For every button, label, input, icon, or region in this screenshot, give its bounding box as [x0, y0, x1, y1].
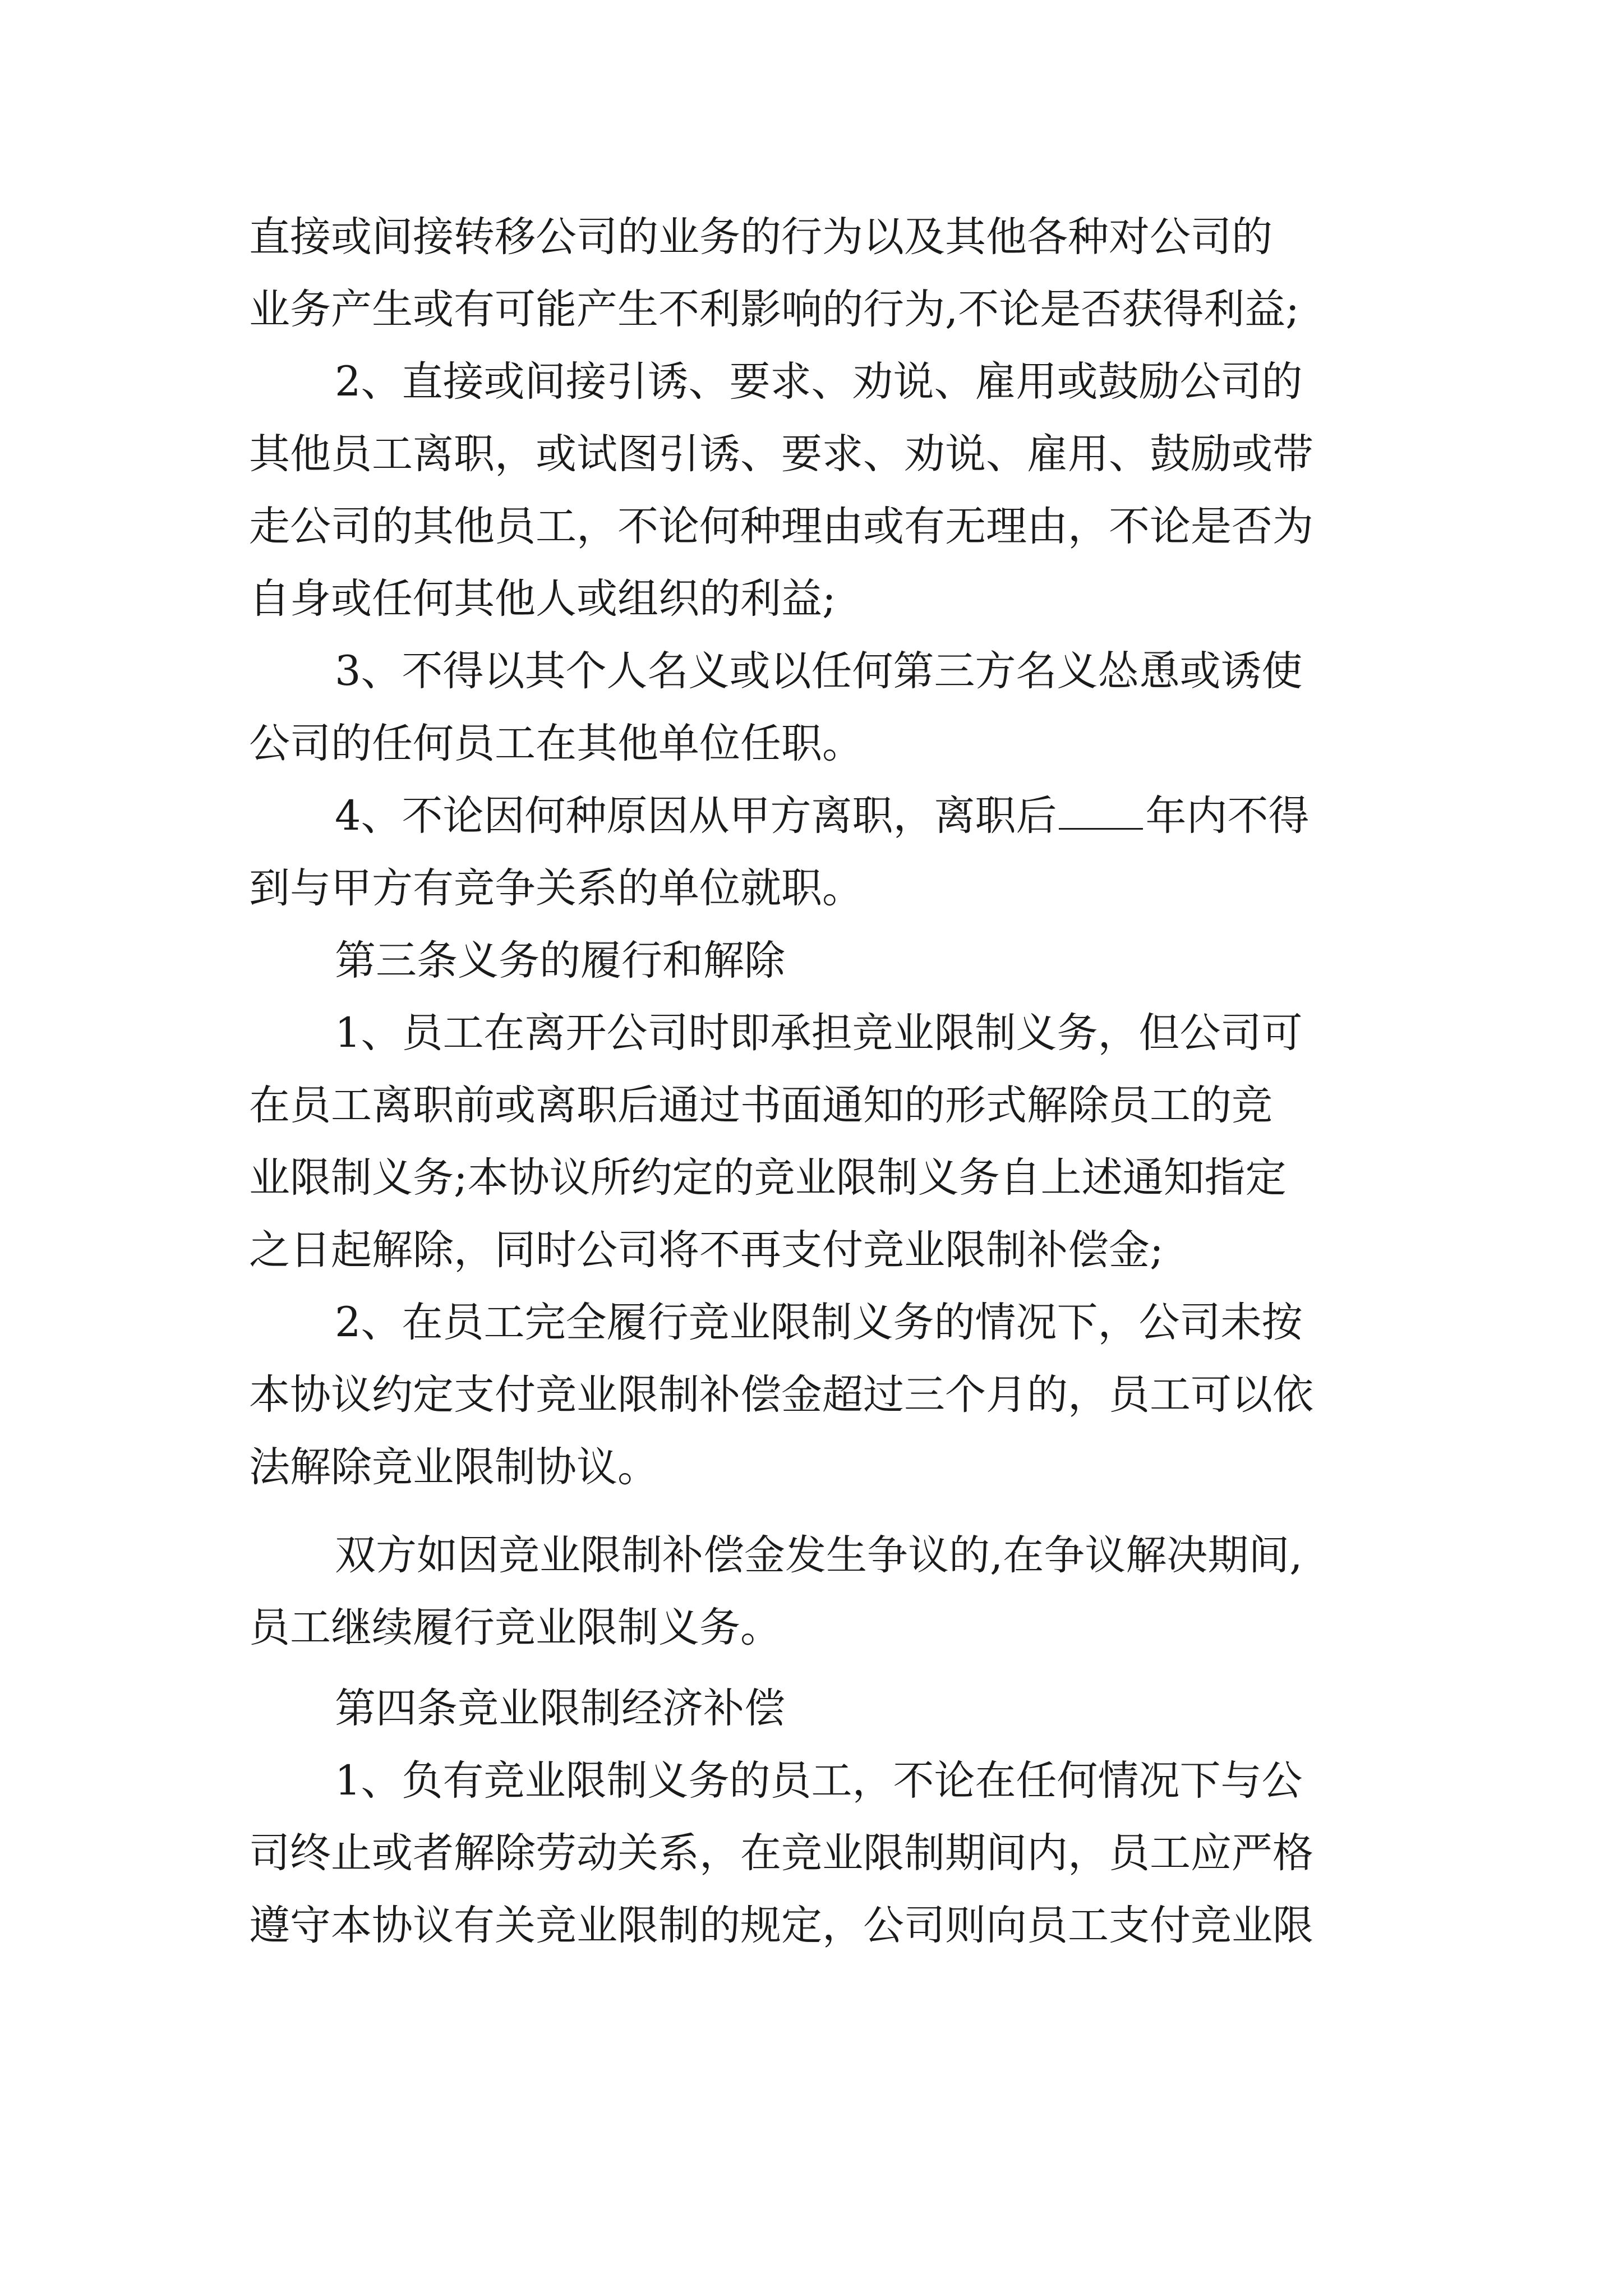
fill-in-blank [1059, 794, 1143, 830]
paragraph-line: 1、负有竞业限制义务的员工，不论在任何情况下与公 [335, 1757, 1303, 1805]
paragraph-line: 法解除竞业限制协议。 [249, 1443, 658, 1491]
line-text: 4、不论因何种原因从甲方离职，离职后 [335, 792, 1057, 840]
paragraph-line: 业务产生或有可能产生不利影响的行为,不论是否获得利益; [249, 286, 1299, 333]
paragraph-line: 本协议约定支付竞业限制补偿金超过三个月的，员工可以依 [249, 1371, 1313, 1419]
paragraph-line: 到与甲方有竞争关系的单位就职。 [249, 864, 863, 912]
paragraph-line: 遵守本协议有关竞业限制的规定，公司则向员工支付竞业限 [249, 1902, 1313, 1949]
section-heading: 第三条义务的履行和解除 [335, 937, 785, 984]
paragraph-line: 之日起解除，同时公司将不再支付竞业限制补偿金; [249, 1226, 1164, 1274]
paragraph-line: 自身或任何其他人或组织的利益; [249, 575, 836, 623]
paragraph-line: 直接或间接转移公司的业务的行为以及其他各种对公司的 [249, 213, 1272, 261]
paragraph-line: 司终止或者解除劳动关系，在竞业限制期间内，员工应严格 [249, 1829, 1313, 1877]
paragraph-line: 3、不得以其个人名义或以任何第三方名义怂恿或诱使 [335, 647, 1303, 695]
paragraph-line: 其他员工离职，或试图引诱、要求、劝说、雇用、鼓励或带 [249, 430, 1313, 478]
paragraph-line: 公司的任何员工在其他单位任职。 [249, 720, 863, 767]
line-text: 年内不得 [1145, 792, 1310, 840]
section-heading: 第四条竞业限制经济补偿 [335, 1685, 785, 1732]
paragraph-line: 在员工离职前或离职后通过书面通知的形式解除员工的竞 [249, 1082, 1272, 1129]
paragraph-line: 员工继续履行竞业限制义务。 [249, 1604, 781, 1651]
paragraph-line: 2、在员工完全履行竞业限制义务的情况下，公司未按 [335, 1299, 1303, 1346]
paragraph-line-with-blank [335, 791, 1309, 841]
paragraph-line: 业限制义务;本协议所约定的竞业限制义务自上述通知指定 [249, 1154, 1287, 1202]
paragraph-line: 2、直接或间接引诱、要求、劝说、雇用或鼓励公司的 [335, 358, 1303, 406]
paragraph-line: 双方如因竞业限制补偿金发生争议的,在争议解决期间, [335, 1531, 1303, 1579]
paragraph-line: 走公司的其他员工，不论何种理由或有无理由，不论是否为 [249, 503, 1313, 550]
paragraph-line: 1、员工在离开公司时即承担竞业限制义务，但公司可 [335, 1009, 1303, 1057]
